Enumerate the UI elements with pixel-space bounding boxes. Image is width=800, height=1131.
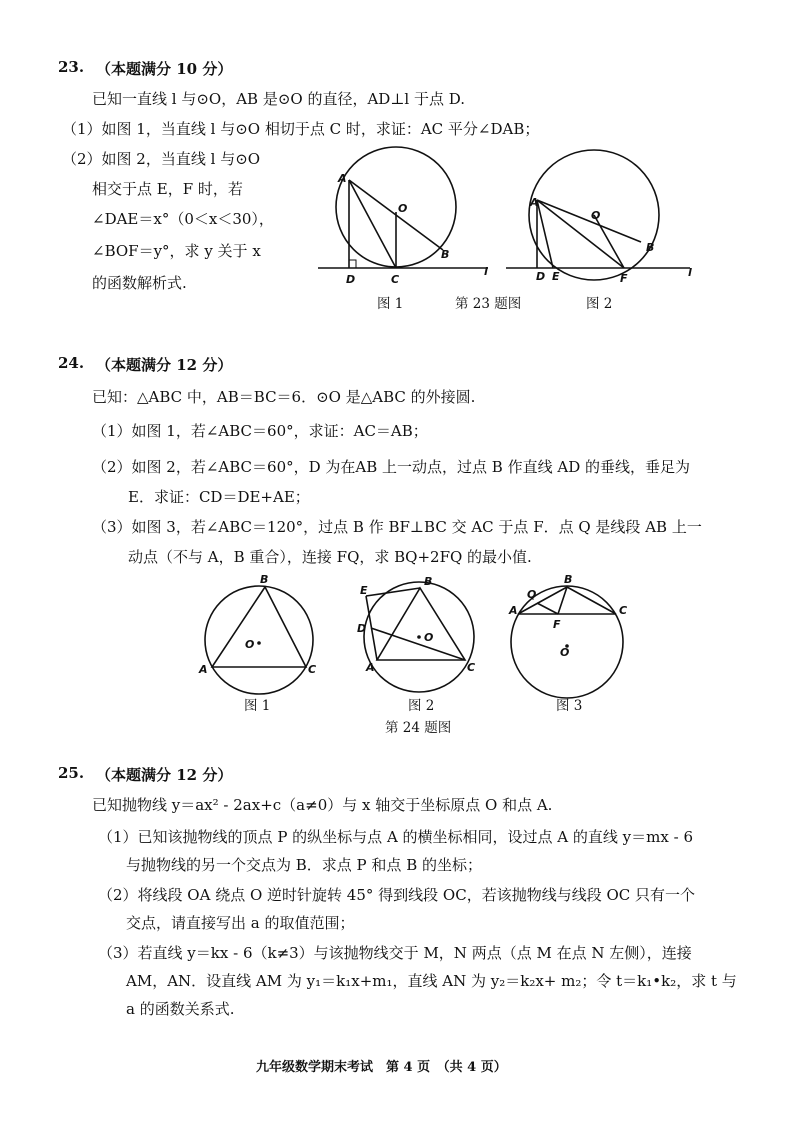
q24-fig2-label-E: E (360, 584, 368, 597)
q24-fig2-triangle (377, 588, 465, 660)
q25-part1-line1: （1）已知该抛物线的顶点 P 的纵坐标与点 A 的横坐标相同，设过点 A 的直线 y＝mx - 6 (98, 828, 693, 846)
q23-fig1-segment-AC (349, 180, 396, 268)
q24-score: （本题满分 12 分） (96, 356, 233, 374)
page-footer: 九年级数学期末考试 第 4 页 （共 4 页） (256, 1060, 507, 1075)
q24-fig2-label-D: D (357, 622, 367, 635)
q24-part3-line2: 动点（不与 A，B 重合），连接 FQ，求 BQ+2FQ 的最小值. (128, 548, 532, 566)
q24-part2-line1: （2）如图 2，若∠ABC＝60°，D 为在AB 上一动点，过点 B 作直线 AD 的垂线，垂足为 (92, 458, 690, 476)
q24-fig1-triangle (212, 587, 306, 667)
q24-fig2-line-DC (371, 628, 465, 660)
q23-fig2-label-D: D (536, 270, 546, 283)
q23-fig2-label-F: F (620, 272, 628, 285)
q23-stem: 已知一直线 l 与⊙O，AB 是⊙O 的直径，AD⊥l 于点 D. (92, 90, 466, 108)
q24-fig2-caption: 图 2 (408, 698, 435, 714)
q23-part2-line4: ∠BOF＝y°，求 y 关于 x (92, 242, 261, 260)
q24-fig1-circle (205, 586, 313, 694)
q24-fig3-label-A: A (509, 604, 518, 617)
q23-fig2-label-O: O (591, 209, 601, 222)
q23-score: （本题满分 10 分） (96, 60, 233, 78)
q24-part1: （1）如图 1，若∠ABC＝60°，求证：AC＝AB； (92, 422, 428, 440)
q23-fig1-caption: 图 1 (377, 296, 404, 312)
q23-number: 23. (58, 58, 85, 76)
q23-fig1-label-C: C (391, 273, 400, 286)
q24-part2-line2: E．求证：CD＝DE+AE； (128, 488, 310, 506)
q23-part2-line3: ∠DAE＝x°（0＜x＜30）， (92, 210, 274, 228)
q24-fig3-circle (511, 586, 623, 698)
q24-fig3-label-C: C (619, 604, 628, 617)
q24-figure-1 (205, 586, 313, 694)
q24-fig3-label-O: O (560, 646, 570, 659)
q25-part2-line2: 交点，请直接写出 a 的取值范围； (126, 914, 355, 932)
q25-part3-line3: a 的函数关系式. (126, 1000, 235, 1018)
q23-fig2-segment-OF (594, 215, 624, 268)
q24-number: 24. (58, 354, 85, 372)
q24-fig1-label-A: A (199, 663, 208, 676)
q25-part3-line2: AM，AN．设直线 AM 为 y₁＝k₁x+m₁，直线 AN 为 y₂＝k₂x+ m₂；令 t＝k₁•k₂，求 t 与 (126, 972, 737, 990)
q24-fig1-center-dot (257, 641, 261, 645)
q23-part2-line1: （2）如图 2，当直线 l 与⊙O (62, 150, 261, 168)
q23-part2-line2: 相交于点 E，F 时，若 (92, 180, 243, 198)
q23-part2-line5: 的函数解析式. (92, 274, 187, 292)
q24-fig1-label-C: C (308, 663, 317, 676)
q24-fig2-label-B: B (424, 575, 433, 588)
q24-figure-3 (511, 586, 623, 698)
q24-fig3-label-F: F (553, 618, 561, 631)
q25-number: 25. (58, 764, 85, 782)
q24-fig2-label-A: A (366, 661, 375, 674)
q25-part3-line1: （3）若直线 y＝kx - 6（k≠3）与该抛物线交于 M，N 两点（点 M 在点 N 左侧），连接 (98, 944, 692, 962)
q24-fig2-center-dot (417, 635, 421, 639)
q25-part1-line2: 与抛物线的另一个交点为 B．求点 P 和点 B 的坐标； (126, 856, 482, 874)
q24-stem: 已知：△ABC 中，AB＝BC＝6．⊙O 是△ABC 的外接圆. (92, 388, 476, 406)
q24-fig2-label-O: O (424, 631, 434, 644)
q23-fig2-diameter-AB (537, 200, 641, 242)
q24-fig1-label-B: B (260, 573, 269, 586)
q24-fig2-label-C: C (467, 661, 476, 674)
q24-fig3-line-QF (537, 603, 558, 614)
q25-stem: 已知抛物线 y＝ax² - 2ax+c（a≠0）与 x 轴交于坐标原点 O 和点 A. (92, 796, 553, 814)
q23-fig1-label-O: O (398, 202, 408, 215)
q25-score: （本题满分 12 分） (96, 766, 233, 784)
q23-fig1-right-angle (349, 260, 356, 268)
q24-fig-title: 第 24 题图 (385, 720, 452, 736)
q23-part1: （1）如图 1，当直线 l 与⊙O 相切于点 C 时，求证：AC 平分∠DAB； (62, 120, 540, 138)
q25-part2-line1: （2）将线段 OA 绕点 O 逆时针旋转 45° 得到线段 OC，若该抛物线与线段 OC 只有一个 (98, 886, 696, 904)
q24-fig1-label-O: O (245, 638, 255, 651)
q23-fig2-label-A: A (530, 196, 539, 209)
q24-fig3-caption: 图 3 (556, 698, 583, 714)
q23-fig1-label-l: l (484, 265, 488, 278)
q24-part3-line1: （3）如图 3，若∠ABC＝120°，过点 B 作 BF⊥BC 交 AC 于点 F．点 Q 是线段 AB 上一 (92, 518, 702, 536)
q23-fig1-label-A: A (338, 172, 347, 185)
q23-fig2-label-l: l (688, 266, 692, 279)
q23-fig2-caption: 图 2 (586, 296, 613, 312)
q24-fig3-label-B: B (564, 573, 573, 586)
q23-fig2-label-E: E (552, 270, 560, 283)
q24-fig3-label-Q: Q (527, 588, 537, 601)
q23-fig2-label-B: B (646, 241, 655, 254)
q23-fig1-label-B: B (441, 248, 450, 261)
q23-fig-title: 第 23 题图 (455, 296, 522, 312)
q23-fig1-label-D: D (346, 273, 356, 286)
q24-fig1-caption: 图 1 (244, 698, 271, 714)
